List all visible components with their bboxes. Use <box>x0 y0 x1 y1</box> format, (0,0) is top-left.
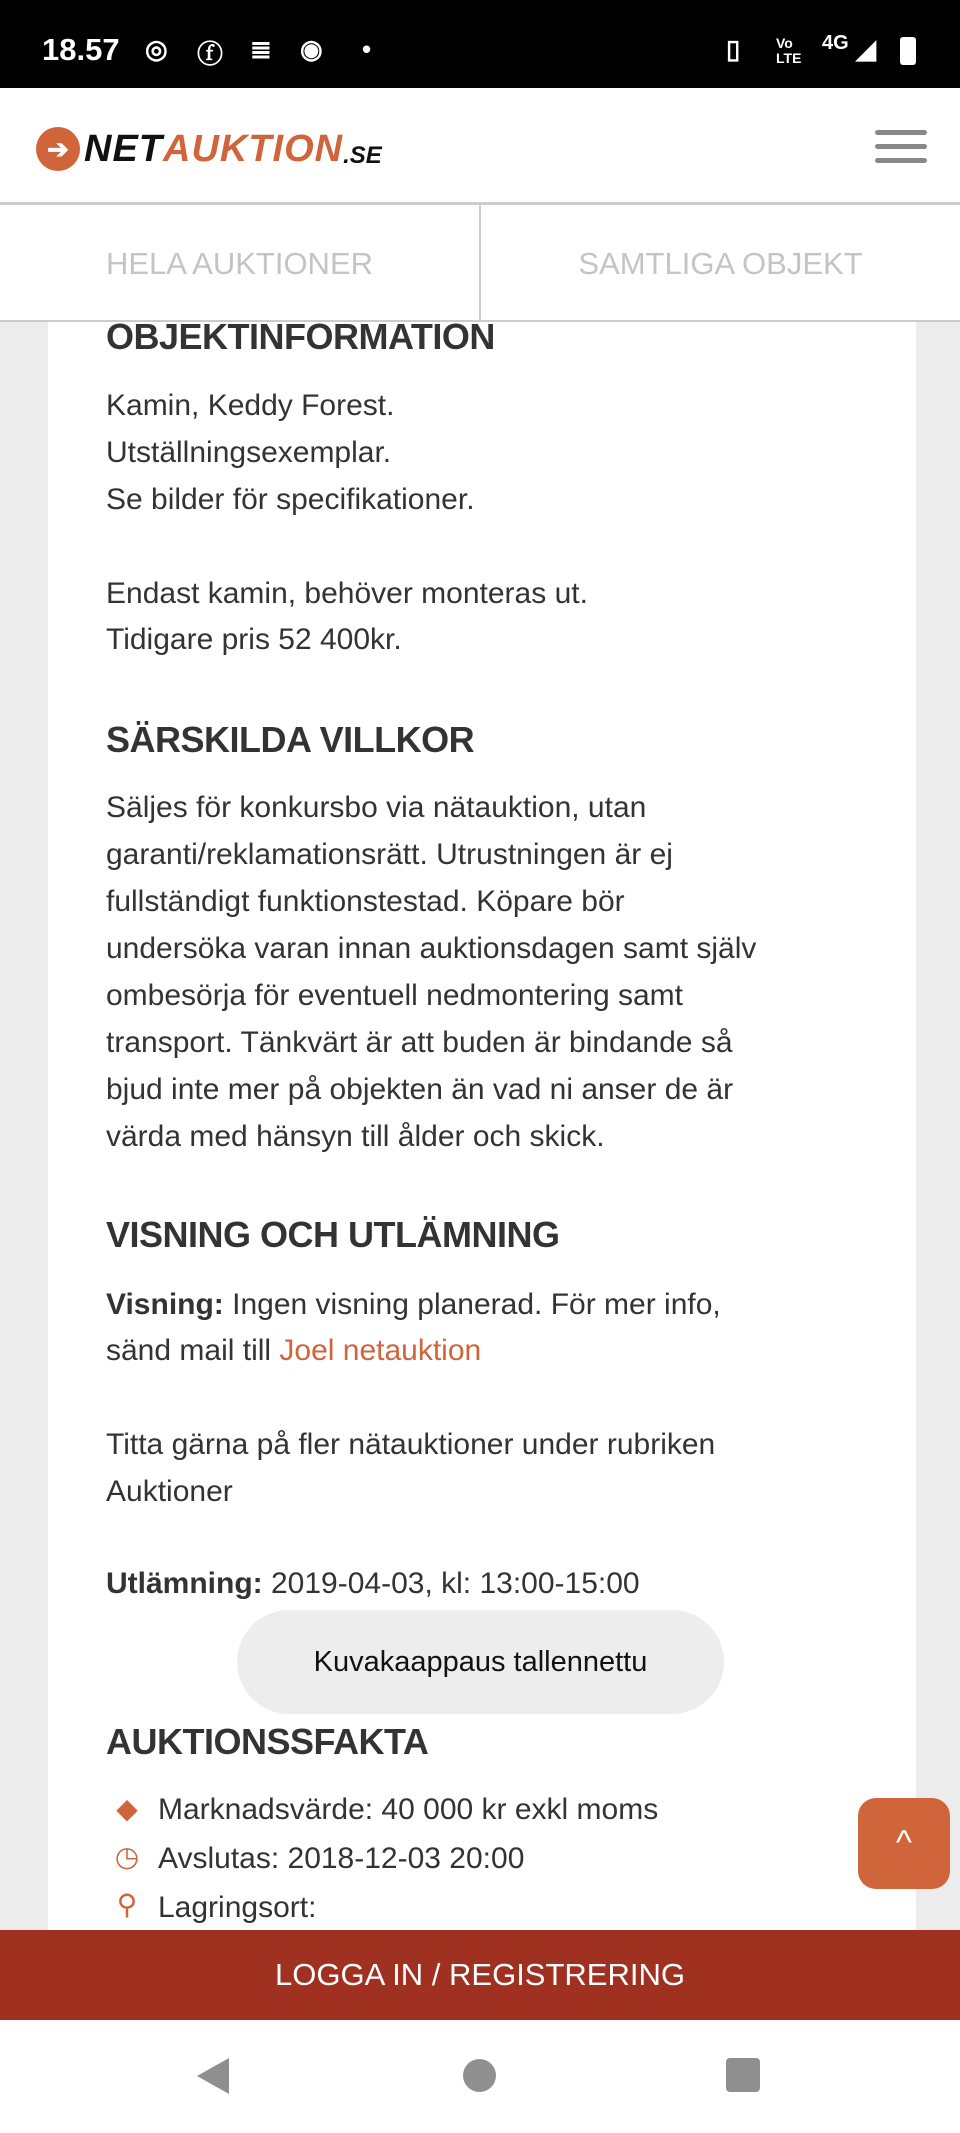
objektinfo-line: Utställningsexemplar. <box>106 436 392 469</box>
tab-samtliga-objekt[interactable]: SAMTLIGA OBJEKT <box>578 246 863 281</box>
villkor-heading: SÄRSKILDA VILLKOR <box>106 719 475 760</box>
android-nav-bar <box>0 2020 960 2133</box>
site-header <box>0 88 960 205</box>
logo-auktion: AUKTION <box>163 127 344 170</box>
fakta-item: Marknadsvärde: 40 000 kr exkl moms <box>158 1793 659 1826</box>
menu-icon[interactable] <box>875 130 927 164</box>
titta-line: Titta gärna på fler nätauktioner under rubriken <box>106 1428 716 1461</box>
messenger-icon: ◉ <box>300 34 323 64</box>
visning-line <box>106 1327 481 1374</box>
facebook-icon: ⓕ <box>197 39 224 69</box>
fakta-item: Avslutas: 2018-12-03 20:00 <box>158 1842 525 1875</box>
villkor-line: garanti/reklamationsrätt. Utrustningen är ej <box>106 838 673 871</box>
network-type: 4G <box>822 32 849 54</box>
villkor-line: transport. Tänkvärt är att buden är bindande så <box>106 1026 733 1059</box>
whatsapp-icon: ◎ <box>145 34 168 64</box>
titta-line: Auktioner <box>106 1475 233 1508</box>
battery-icon <box>900 37 916 65</box>
login-register-button[interactable]: LOGGA IN / REGISTRERING <box>0 1930 960 2020</box>
tab-hela-auktioner[interactable]: HELA AUKTIONER <box>0 205 481 320</box>
visning-label: Visning: <box>106 1288 224 1321</box>
visning-heading: VISNING OCH UTLÄMNING <box>106 1214 560 1255</box>
recents-icon[interactable] <box>726 2058 760 2092</box>
visning-text: sänd mail till <box>106 1334 280 1367</box>
objektinfo-line: Endast kamin, behöver monteras ut. <box>106 577 588 610</box>
signal-icon: ◢ <box>856 34 876 64</box>
villkor-line: undersöka varan innan auktionsdagen samt själv <box>106 932 757 965</box>
fakta-item: Lagringsort: <box>158 1891 317 1924</box>
vibrate-icon: ▯ <box>726 34 741 64</box>
villkor-line: värda med hänsyn till ålder och skick. <box>106 1120 605 1153</box>
visning-text: Ingen visning planerad. För mer info, <box>223 1288 721 1321</box>
map-pin-icon: ⚲ <box>116 1889 138 1920</box>
visning-line <box>106 1281 721 1328</box>
utlamning-line <box>106 1560 640 1607</box>
villkor-line: fullständigt funktionstestad. Köpare bör <box>106 885 625 918</box>
utlamning-text: 2019-04-03, kl: 13:00-15:00 <box>262 1567 640 1600</box>
objektinfo-line: Kamin, Keddy Forest. <box>106 389 395 422</box>
contact-link[interactable]: Joel netauktion <box>279 1334 482 1367</box>
news-icon: ≣ <box>250 34 272 64</box>
fakta-heading: AUKTIONSSFAKTA <box>106 1721 429 1762</box>
objektinfo-line: Tidigare pris 52 400kr. <box>106 623 402 656</box>
status-bar <box>0 0 960 88</box>
logo-net: NET <box>84 127 163 170</box>
villkor-line: ombesörja för eventuell nedmontering samt <box>106 979 683 1012</box>
objektinfo-line: Se bilder för specifikationer. <box>106 483 475 516</box>
dot-icon: • <box>362 34 372 64</box>
back-icon[interactable] <box>197 2058 229 2094</box>
netauktion-logo[interactable] <box>36 124 382 174</box>
home-icon[interactable] <box>463 2059 496 2092</box>
objektinfo-heading: OBJEKTINFORMATION <box>106 316 495 357</box>
hammer-icon: ➔ <box>36 127 80 171</box>
clock-icon: ◷ <box>114 1841 140 1872</box>
tabs <box>0 205 960 322</box>
utlamning-label: Utlämning: <box>106 1567 263 1600</box>
volte-icon: Vo LTE <box>776 35 802 66</box>
villkor-line: bjud inte mer på objekten än vad ni anser de är <box>106 1073 734 1106</box>
status-time: 18.57 <box>42 32 120 67</box>
villkor-line: Säljes för konkursbo via nätauktion, utan <box>106 791 647 824</box>
tag-icon: ◆ <box>116 1793 138 1824</box>
scroll-to-top-button[interactable]: ^ <box>858 1798 950 1889</box>
logo-se: .SE <box>343 142 382 169</box>
toast-message: Kuvakaappaus tallennettu <box>237 1610 724 1714</box>
